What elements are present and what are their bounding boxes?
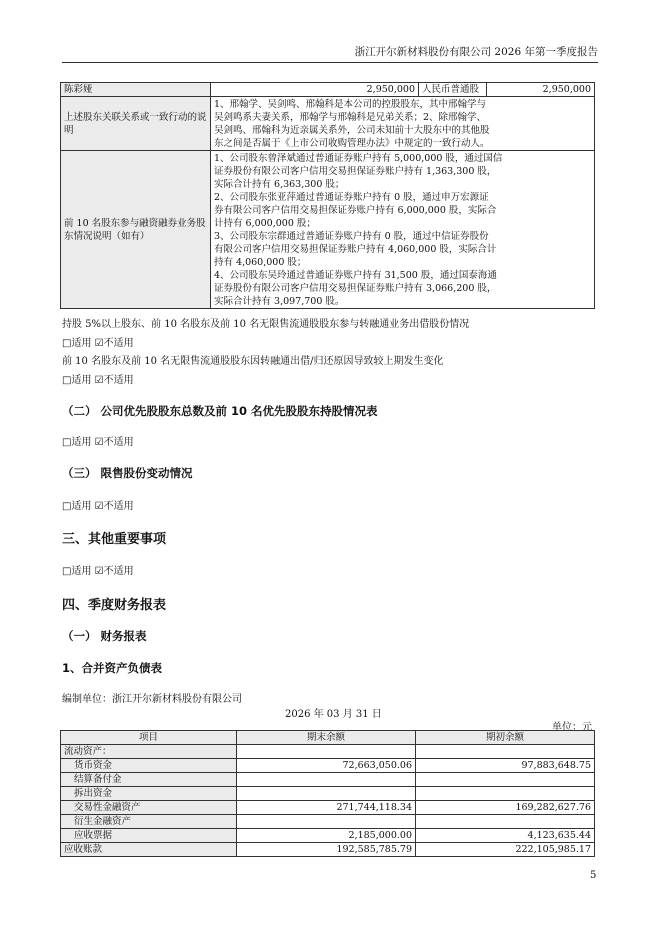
shareholder-shares: 2,950,000 [211, 83, 419, 97]
relation-label: 上述股东关联关系或一致行动的说明 [61, 97, 211, 151]
margin-label: 前 10 名股东参与融资融券业务股东情况说明（如有） [61, 151, 211, 309]
margin-row [61, 151, 595, 309]
relation-line: 吴剑鸣系夫妻关系，邢翰学与邢翰科是兄弟关系；2、除邢翰学、 [214, 111, 487, 123]
table-row [61, 815, 595, 829]
header-divider [62, 62, 598, 63]
table-row [61, 801, 595, 815]
header-begin-balance: 期初余额 [416, 731, 595, 745]
table-row [61, 829, 595, 843]
row-begin [416, 745, 595, 759]
table-row [61, 745, 595, 759]
row-end [237, 815, 416, 829]
relation-line: 1、邢翰学、吴剑鸣、邢翰科是本公司的控股股东，其中邢翰学与 [214, 98, 487, 110]
margin-line: 计持有 6,000,000 股； [214, 217, 316, 229]
row-end [237, 787, 416, 801]
relation-line: 吴剑鸣、邢翰科为近亲属关系外，公司未知前十大股东中的其他股 [214, 124, 490, 136]
compiler-label: 编制单位：浙江开尔新材料股份有限公司 [62, 694, 242, 705]
row-begin: 97,883,648.75 [416, 759, 595, 773]
row-item: 结算备付金 [61, 773, 237, 787]
preferred-check: □适用 ☑不适用 [62, 437, 134, 448]
restricted-heading: （三） 限售股份变动情况 [62, 466, 193, 480]
row-end: 271,744,118.34 [237, 801, 416, 815]
row-item: 应收票据 [61, 829, 237, 843]
table-row [61, 773, 595, 787]
relation-line: 东之间是否属于《上市公司收购管理办法》中规定的一致行动人。 [214, 137, 490, 149]
row-item: 拆出资金 [61, 787, 237, 801]
table-row [61, 759, 595, 773]
row-item: 货币资金 [61, 759, 237, 773]
margin-line: 券有限公司客户信用交易担保证券账户持有 6,000,000 股，实际合 [214, 204, 497, 216]
balance-heading: 1、合并资产负债表 [62, 661, 163, 675]
margin-line: 3、公司股东宗群通过普通证券账户持有 0 股，通过中信证券股份 [214, 230, 489, 242]
row-item: 衍生金融资产 [61, 815, 237, 829]
row-begin: 169,282,627.76 [416, 801, 595, 815]
margin-line: 证券股份有限公司客户信用交易担保证券账户持有 3,066,200 股， [214, 282, 497, 294]
row-begin: 222,105,985.17 [416, 843, 595, 857]
header-end-balance: 期末余额 [237, 731, 416, 745]
margin-desc [211, 151, 595, 309]
relation-row [61, 97, 595, 151]
other-check: □适用 ☑不适用 [62, 566, 134, 577]
change-check: □适用 ☑不适用 [62, 375, 134, 386]
row-end: 72,663,050.06 [237, 759, 416, 773]
shareholder-table [60, 82, 595, 309]
preferred-heading: （二） 公司优先股股东总数及前 10 名优先股股东持股情况表 [62, 404, 378, 418]
restricted-check: □适用 ☑不适用 [62, 501, 134, 512]
row-end [237, 745, 416, 759]
change-title: 前 10 名股东及前 10 名无限售流通股股东因转融通出借/归还原因导致较上期发生变化 [62, 356, 444, 367]
shareholder-name: 陈彩娅 [61, 83, 211, 97]
margin-line: 实际合计持有 3,097,700 股。 [214, 295, 345, 307]
other-heading: 三、其他重要事项 [62, 532, 167, 547]
table-row [61, 843, 595, 857]
row-begin: 4,123,635.44 [416, 829, 595, 843]
row-item: 交易性金融资产 [61, 801, 237, 815]
relation-desc [211, 97, 595, 151]
share-type: 人民币普通股 [419, 83, 487, 97]
financial-heading: 四、季度财务报表 [62, 598, 167, 613]
report-date: 2026 年 03 月 31 日 [285, 709, 382, 720]
table-header-row [61, 731, 595, 745]
margin-line: 持有 4,060,000 股； [214, 256, 307, 268]
margin-line: 4、公司股东吴玲通过普通证券账户持有 31,500 股，通过国泰海通 [214, 269, 497, 281]
statements-heading: （一） 财务报表 [62, 629, 147, 643]
row-end: 2,185,000.00 [237, 829, 416, 843]
shareholder-row-last [61, 83, 595, 97]
header-item: 项目 [61, 731, 237, 745]
unit-label: 单位：元 [552, 722, 592, 733]
margin-line: 有限公司客户信用交易担保证券账户持有 4,060,000 股，实际合计 [214, 243, 497, 255]
balance-sheet-table [60, 730, 595, 857]
row-item: 应收账款 [61, 843, 237, 857]
page-number: 5 [590, 870, 597, 881]
margin-line: 1、公司股东曾泽斌通过普通证券账户持有 5,000,000 股，通过国信 [214, 152, 503, 164]
row-end: 192,585,785.79 [237, 843, 416, 857]
row-end [237, 773, 416, 787]
row-begin [416, 787, 595, 801]
report-header: 浙江开尔新材料股份有限公司 2026 年第一季度报告 [354, 46, 598, 58]
lending-title: 持股 5%以上股东、前 10 名股东及前 10 名无限售流通股股东参与转融通业务出借股份情况 [62, 319, 470, 330]
share-count: 2,950,000 [487, 83, 595, 97]
table-row [61, 787, 595, 801]
margin-line: 证券股份有限公司客户信用交易担保证券账户持有 1,363,300 股， [214, 165, 497, 177]
row-item: 流动资产： [61, 745, 237, 759]
margin-line: 实际合计持有 6,363,300 股； [214, 178, 345, 190]
lending-check: □适用 ☑不适用 [62, 338, 134, 349]
row-begin [416, 773, 595, 787]
margin-line: 2、公司股东张亚萍通过普通证券账户持有 0 股，通过申万宏源证 [214, 191, 489, 203]
row-begin [416, 815, 595, 829]
